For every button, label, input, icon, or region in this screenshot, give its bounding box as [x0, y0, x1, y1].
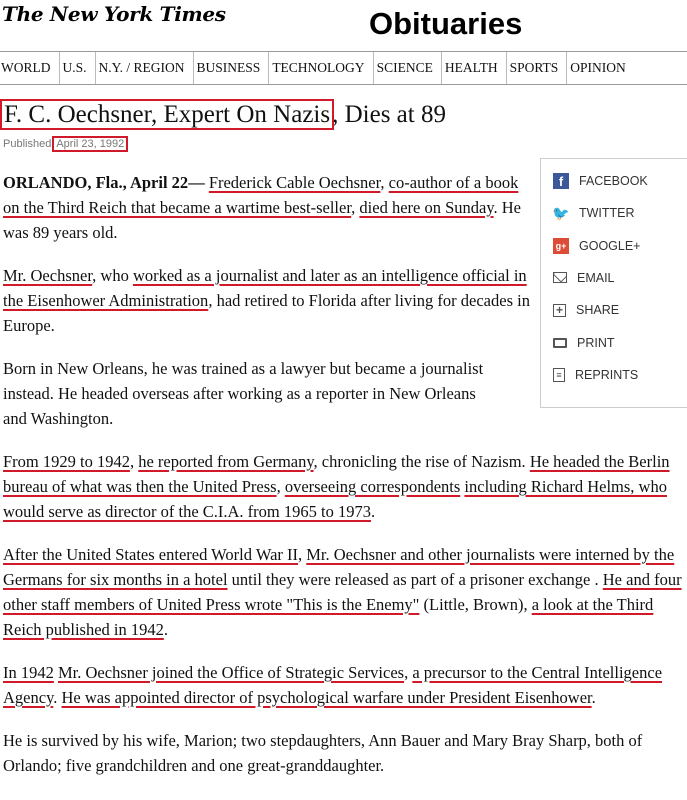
share-twitter-button[interactable] — [553, 202, 635, 224]
underlined-phrase: died here on Sunday — [359, 198, 494, 217]
section-title: Obituaries — [369, 6, 523, 41]
nav-item-sports[interactable]: SPORTS — [507, 52, 568, 84]
published-date: April 23, 1992 — [56, 138, 125, 150]
share-label: FACEBOOK — [579, 174, 648, 188]
underlined-phrase: Mr. Oechsner and other journalists were interned by the Germans for six months in a hotel — [3, 545, 675, 589]
underlined-phrase: After the United States entered World War II — [3, 545, 299, 564]
text-segment: Born in New Orleans, he was trained as a lawyer but became a journalist instead. He headed overseas after working as a reporter in New Orleans and Washington. — [3, 359, 484, 428]
email-icon — [553, 272, 567, 283]
text-segment: until they were released as part of a prisoner exchange . — [227, 570, 603, 589]
share-print-button[interactable] — [553, 332, 615, 354]
share-reprints-button[interactable] — [553, 364, 638, 386]
text-segment: (Little, Brown), — [419, 595, 532, 614]
article-paragraph — [3, 728, 687, 778]
masthead — [0, 0, 687, 46]
headline-rest: , Dies at 89 — [332, 101, 446, 128]
nav-item-u-s[interactable]: U.S. — [60, 52, 96, 84]
text-segment: , had retired to Florida after living for decades in Europe. — [3, 291, 530, 335]
nav-item-health[interactable]: HEALTH — [442, 52, 507, 84]
dateline: ORLANDO, Fla., April 22 — [3, 173, 189, 192]
underlined-phrase: He headed the Berlin bureau of what was then the United Press — [3, 452, 670, 496]
share-share-button[interactable] — [553, 299, 619, 321]
underlined-phrase: he reported from Germany — [138, 452, 314, 471]
section-nav — [0, 51, 687, 85]
underlined-phrase: Mr. Oechsner — [3, 266, 93, 285]
article-paragraph — [3, 356, 503, 431]
underlined-phrase: including Richard Helms, who would serve as director of the C.I.A. from 1965 to 1973 — [3, 477, 667, 521]
underlined-phrase: Frederick Cable Oechsner — [208, 173, 381, 192]
underlined-phrase: He was appointed director of psychological warfare under President Eisenhower — [61, 688, 592, 707]
nav-item-world[interactable]: WORLD — [0, 52, 60, 84]
share-label: TWITTER — [579, 206, 635, 221]
text-segment: , — [404, 663, 413, 682]
nav-item-opinion[interactable]: OPINION — [570, 60, 626, 75]
text-segment: , who — [92, 266, 133, 285]
share-tools — [540, 158, 687, 408]
share-label: REPRINTS — [575, 367, 639, 382]
byline — [3, 138, 126, 150]
share-facebook-button[interactable] — [553, 170, 648, 192]
twitter-icon: 🐦 — [552, 204, 570, 221]
share-icon: + — [553, 304, 566, 317]
text-segment: , — [298, 545, 307, 564]
article-paragraph — [3, 449, 687, 524]
nav-item-business[interactable]: BUSINESS — [194, 52, 270, 84]
text-segment: , — [276, 477, 285, 496]
text-segment: , — [380, 173, 389, 192]
share-google-button[interactable] — [553, 235, 640, 257]
print-icon — [553, 338, 567, 348]
share-label: PRINT — [577, 335, 615, 350]
nyt-logo[interactable]: The New York Times — [2, 2, 226, 26]
article-paragraph — [3, 660, 687, 710]
text-segment: . — [591, 688, 596, 707]
text-segment: , — [129, 452, 139, 471]
underlined-phrase: co-author of a book on the Third Reich that became a wartime best-seller — [3, 173, 519, 217]
nav-item-science[interactable]: SCIENCE — [374, 52, 442, 84]
share-label: SHARE — [576, 303, 620, 318]
text-segment: . — [163, 620, 168, 639]
underlined-phrase: worked as a journalist and later as an intelligence official in the Eisenhower Administration — [3, 266, 527, 310]
text-segment: , chronicling the rise of Nazism. — [313, 452, 530, 471]
underlined-phrase: overseeing correspondents — [284, 477, 461, 496]
text-segment: . He was 89 years old. — [3, 198, 522, 242]
nav-item-technology[interactable]: TECHNOLOGY — [269, 52, 373, 84]
facebook-icon: f — [553, 173, 569, 189]
share-email-button[interactable] — [553, 267, 615, 289]
share-label: EMAIL — [577, 270, 615, 285]
underlined-phrase: From 1929 to 1942 — [3, 452, 130, 471]
google-plus-icon: g+ — [553, 238, 569, 254]
published-label: Published — [3, 138, 52, 150]
text-segment: He is survived by his wife, Marion; two stepdaughters, Ann Bauer and Mary Bray Sharp, both of Orlando; five grandchildren and one great-granddaughter. — [3, 731, 643, 775]
article-paragraph — [3, 170, 533, 245]
underlined-phrase: In 1942 — [3, 663, 54, 682]
headline-highlight-box: F. C. Oechsner, Expert On Nazis — [4, 101, 331, 128]
dateline: — — [188, 173, 209, 192]
text-segment: . — [370, 502, 376, 521]
text-segment: . — [53, 688, 62, 707]
reprints-icon: ≡ — [553, 368, 565, 382]
underlined-phrase: a look at the Third Reich published in 1942 — [3, 595, 654, 639]
underlined-phrase: a precursor to the Central Intelligence Agency — [3, 663, 663, 707]
article-headline — [2, 98, 446, 132]
article-paragraph — [3, 542, 687, 642]
article-paragraph — [3, 263, 533, 338]
share-label: GOOGLE+ — [579, 238, 641, 253]
text-segment: , — [351, 198, 360, 217]
nav-item-n-y-region[interactable]: N.Y. / REGION — [96, 52, 194, 84]
underlined-phrase: He and four other staff members of United Press wrote "This is the Enemy" — [3, 570, 682, 614]
underlined-phrase: Mr. Oechsner joined the Office of Strategic Services — [58, 663, 405, 682]
